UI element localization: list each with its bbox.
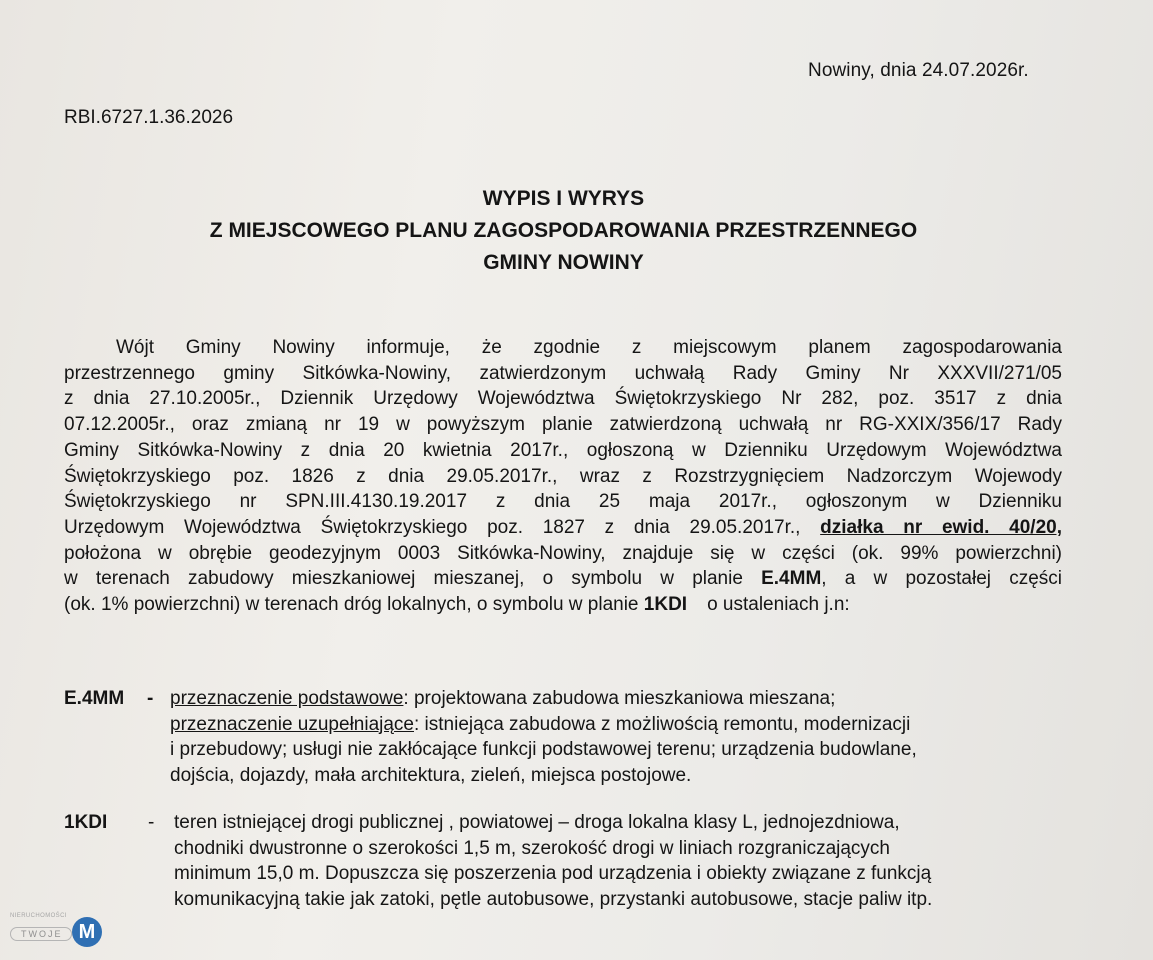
intro-text: , a w pozostałej części	[821, 568, 1062, 590]
description-line: i przebudowy; usługi nie zakłócające funkcji podstawowej terenu; urządzenia budowlane,	[170, 739, 917, 760]
watermark-m-icon: M	[72, 917, 102, 947]
zone-dash: -	[147, 688, 154, 709]
intro-line: Gminy Sitkówka-Nowiny z dnia 20 kwietnia 2017r., ogłoszoną w Dzienniku Urzędowym Województwa	[64, 439, 1062, 461]
intro-text: o ustaleniach j.n:	[707, 594, 850, 616]
intro-line	[64, 592, 1062, 618]
intro-line: Wójt Gminy Nowiny informuje, że zgodnie z miejscowym planem zagospodarowania	[116, 337, 1062, 358]
intro-line: przestrzennego gminy Sitkówka-Nowiny, zatwierdzonym uchwałą Rady Gminy Nr XXXVII/271/05	[64, 362, 1062, 384]
title-line: Z MIEJSCOWEGO PLANU ZAGOSPODAROWANIA PRZESTRZENNEGO	[209, 219, 918, 242]
zone-symbol-e4mm: E.4MM	[761, 568, 822, 590]
primary-purpose-text: : projektowana zabudowa mieszkaniowa mieszana;	[403, 688, 836, 709]
intro-text: Urzędowym Województwa Świętokrzyskiego poz. 1827 z dnia 29.05.2017r.,	[64, 516, 801, 538]
description-line: teren istniejącej drogi publicznej , powiatowej – droga lokalna klasy L, jednojezdniowa,	[174, 812, 900, 833]
intro-text: (ok. 1% powierzchni) w terenach dróg lokalnych, o symbolu w planie	[64, 594, 639, 616]
title-line: WYPIS I WYRYS	[482, 187, 645, 210]
intro-line: Świętokrzyskiego poz. 1826 z dnia 29.05.2017r., wraz z Rozstrzygnięciem Nadzorczym Wojewody	[64, 465, 1062, 487]
watermark-middle-text: TWOJE	[10, 927, 72, 941]
zone-e4mm-description	[170, 686, 1060, 788]
watermark-logo	[8, 913, 96, 949]
intro-paragraph	[64, 335, 1062, 618]
reference-number: RBI.6727.1.36.2026	[64, 107, 234, 128]
intro-line	[64, 515, 1062, 541]
description-line	[170, 686, 1060, 712]
intro-line: Świętokrzyskiego nr SPN.III.4130.19.2017 z dnia 25 maja 2017r., ogłoszonym w Dzienniku	[64, 491, 1062, 513]
description-line	[170, 712, 1060, 738]
primary-purpose-label: przeznaczenie podstawowe	[170, 688, 404, 709]
intro-line: 07.12.2005r., oraz zmianą nr 19 w powyższym planie zatwierdzoną uchwałą nr RG-XXIX/356/17 Rady	[64, 414, 1062, 436]
description-line: minimum 15,0 m. Dopuszcza się poszerzenia pod urządzenia i obiekty związane z funkcją	[174, 863, 932, 884]
zone-e4mm-symbol: E.4MM	[64, 688, 125, 709]
parcel-number: działka nr ewid. 40/20,	[820, 516, 1062, 538]
description-line: dojścia, dojazdy, mała architektura, zieleń, miejsca postojowe.	[170, 764, 692, 786]
intro-line: położona w obrębie geodezyjnym 0003 Sitkówka-Nowiny, znajduje się w części (ok. 99% powierzchni)	[64, 542, 1062, 564]
intro-line: z dnia 27.10.2005r., Dziennik Urzędowy Województwa Świętokrzyskiego Nr 282, poz. 3517 z dnia	[64, 388, 1062, 410]
document-date: Nowiny, dnia 24.07.2026r.	[808, 60, 1029, 81]
description-line: komunikacyjną takie jak zatoki, pętle autobusowe, przystanki autobusowe, stacje paliw itp.	[174, 888, 933, 910]
intro-text: w terenach zabudowy mieszkaniowej mieszanej, o symbolu w planie	[64, 568, 743, 590]
zone-symbol-1kdi: 1KDI	[643, 594, 688, 616]
zone-1kdi-description	[174, 810, 1064, 912]
zone-1kdi-symbol: 1KDI	[64, 812, 108, 833]
title-line: GMINY NOWINY	[483, 251, 644, 274]
supplementary-purpose-text: : istniejąca zabudowa z możliwością remontu, modernizacji	[414, 713, 911, 735]
zone-dash: -	[148, 812, 155, 833]
document-title	[0, 183, 1127, 279]
watermark-top-text: NIERUCHOMOŚCI	[10, 913, 67, 919]
intro-line	[64, 566, 1062, 592]
description-line: chodniki dwustronne o szerokości 1,5 m, szerokość drogi w liniach rozgraniczających	[174, 837, 890, 859]
supplementary-purpose-label: przeznaczenie uzupełniające	[170, 713, 414, 735]
